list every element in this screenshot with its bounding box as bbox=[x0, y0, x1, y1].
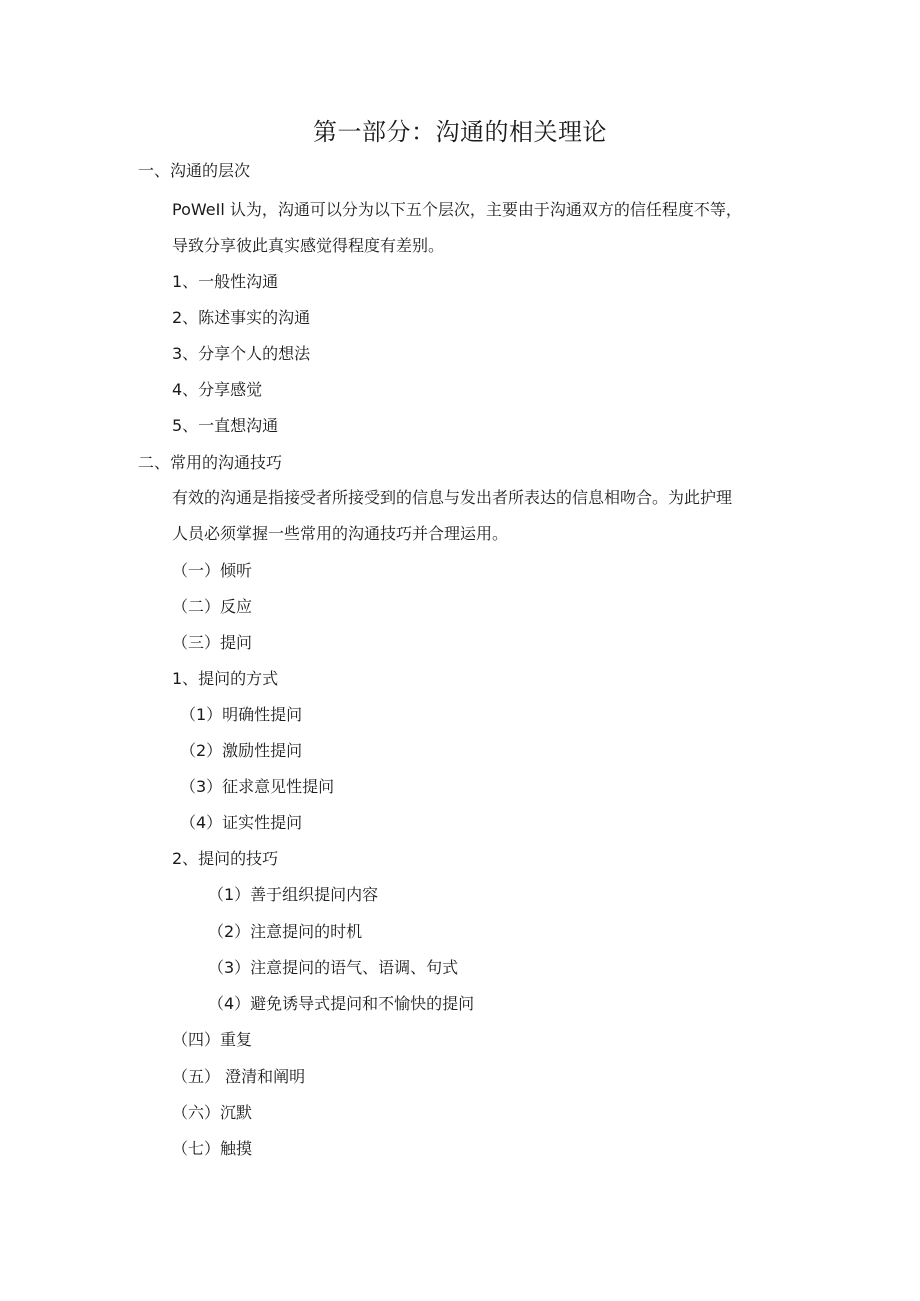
list-item: 4、分享感觉 bbox=[172, 380, 263, 399]
list-item: （2）激励性提问 bbox=[180, 741, 303, 760]
list-item: 5、一直想沟通 bbox=[172, 416, 279, 435]
section-heading-techniques: 二、常用的沟通技巧 bbox=[138, 453, 283, 472]
list-item: （4）证实性提问 bbox=[180, 813, 303, 832]
paragraph-line: PoWeIl 认为，沟通可以分为以下五个层次，主要由于沟通双方的信任程度不等， bbox=[172, 200, 742, 219]
paragraph-line: 人员必须掌握一些常用的沟通技巧并合理运用。 bbox=[172, 524, 509, 543]
section-heading-levels: 一、沟通的层次 bbox=[138, 161, 251, 180]
list-item: 3、分享个人的想法 bbox=[172, 344, 311, 363]
subsection-heading: （一）倾听 bbox=[172, 561, 253, 580]
list-item: （1）善于组织提问内容 bbox=[208, 885, 379, 904]
list-heading: 1、提问的方式 bbox=[172, 669, 279, 688]
paragraph-line: 导致分享彼此真实感觉得程度有差别。 bbox=[172, 236, 445, 255]
list-item: （4）避免诱导式提问和不愉快的提问 bbox=[208, 994, 475, 1013]
document-title: 第一部分：沟通的相关理论 bbox=[313, 118, 607, 146]
list-item: （3）征求意见性提问 bbox=[180, 777, 335, 796]
subsection-heading: （二）反应 bbox=[172, 597, 253, 616]
subsection-heading: （七）触摸 bbox=[172, 1139, 253, 1158]
list-item: （1）明确性提问 bbox=[180, 705, 303, 724]
paragraph-line: 有效的沟通是指接受者所接受到的信息与发出者所表达的信息相吻合。为此护理 bbox=[172, 488, 733, 507]
subsection-heading: （五） 澄清和阐明 bbox=[172, 1067, 306, 1086]
subsection-heading: （六）沉默 bbox=[172, 1103, 253, 1122]
list-item: （3）注意提问的语气、语调、句式 bbox=[208, 958, 459, 977]
subsection-heading: （三）提问 bbox=[172, 633, 253, 652]
subsection-heading: （四）重复 bbox=[172, 1030, 253, 1049]
list-item: （2）注意提问的时机 bbox=[208, 922, 363, 941]
list-heading: 2、提问的技巧 bbox=[172, 849, 279, 868]
list-item: 2、陈述事实的沟通 bbox=[172, 308, 311, 327]
list-item: 1、一般性沟通 bbox=[172, 272, 279, 291]
